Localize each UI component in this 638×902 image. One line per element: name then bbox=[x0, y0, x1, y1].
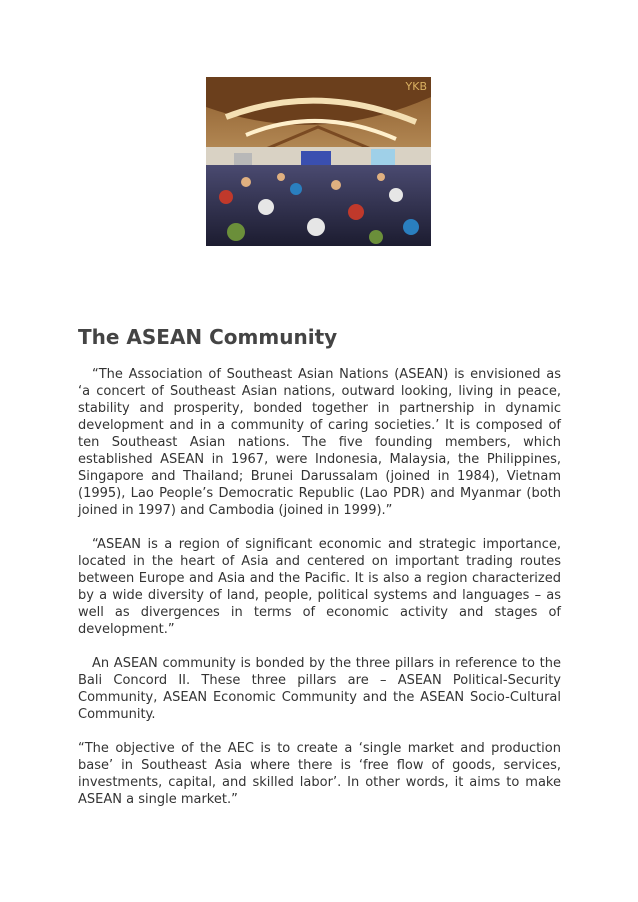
paragraph-aec-objective: “The objective of the AEC is to create a ‘single market and production base’ in Southeast Asia where there is ‘free flow of goods, services, investments, capital, and skilled labor’. In other words, it aims to make ASEAN a single market.” bbox=[78, 741, 561, 807]
body-text bbox=[78, 366, 561, 825]
paragraph-asean-region: “ASEAN is a region of significant economic and strategic importance, located in the heart of Asia and centered on important trading routes between Europe and Asia and the Pacific. It is also a region characterized by a wide diversity of land, people, political systems and languages – as well as divergences in terms of economic activity and stages of development.” bbox=[78, 537, 561, 637]
page-title: The ASEAN Community bbox=[78, 325, 338, 349]
conference-photo bbox=[206, 77, 431, 246]
photo-watermark: YKB bbox=[405, 80, 427, 93]
paragraph-three-pillars: An ASEAN community is bonded by the three pillars in reference to the Bali Concord II. These three pillars are – ASEAN Political-Security Community, ASEAN Economic Community and the ASEAN Socio-Cultural Community. bbox=[78, 656, 561, 722]
conference-photo-illustration bbox=[206, 77, 431, 246]
paragraph-asean-overview: “The Association of Southeast Asian Nations (ASEAN) is envisioned as ‘a concert of Southeast Asian nations, outward looking, living in peace, stability and prosperity, bonded together in partnership in dynamic development and in a community of caring societies.’ It is composed of ten Southeast Asian nations. The five founding members, which established ASEAN in 1967, were Indonesia, Malaysia, the Philippines, Singapore and Thailand; Brunei Darussalam (joined in 1984), Vietnam (1995), Lao People’s Democratic Republic (Lao PDR) and Myanmar (both joined in 1997) and Cambodia (joined in 1999).” bbox=[78, 367, 561, 518]
